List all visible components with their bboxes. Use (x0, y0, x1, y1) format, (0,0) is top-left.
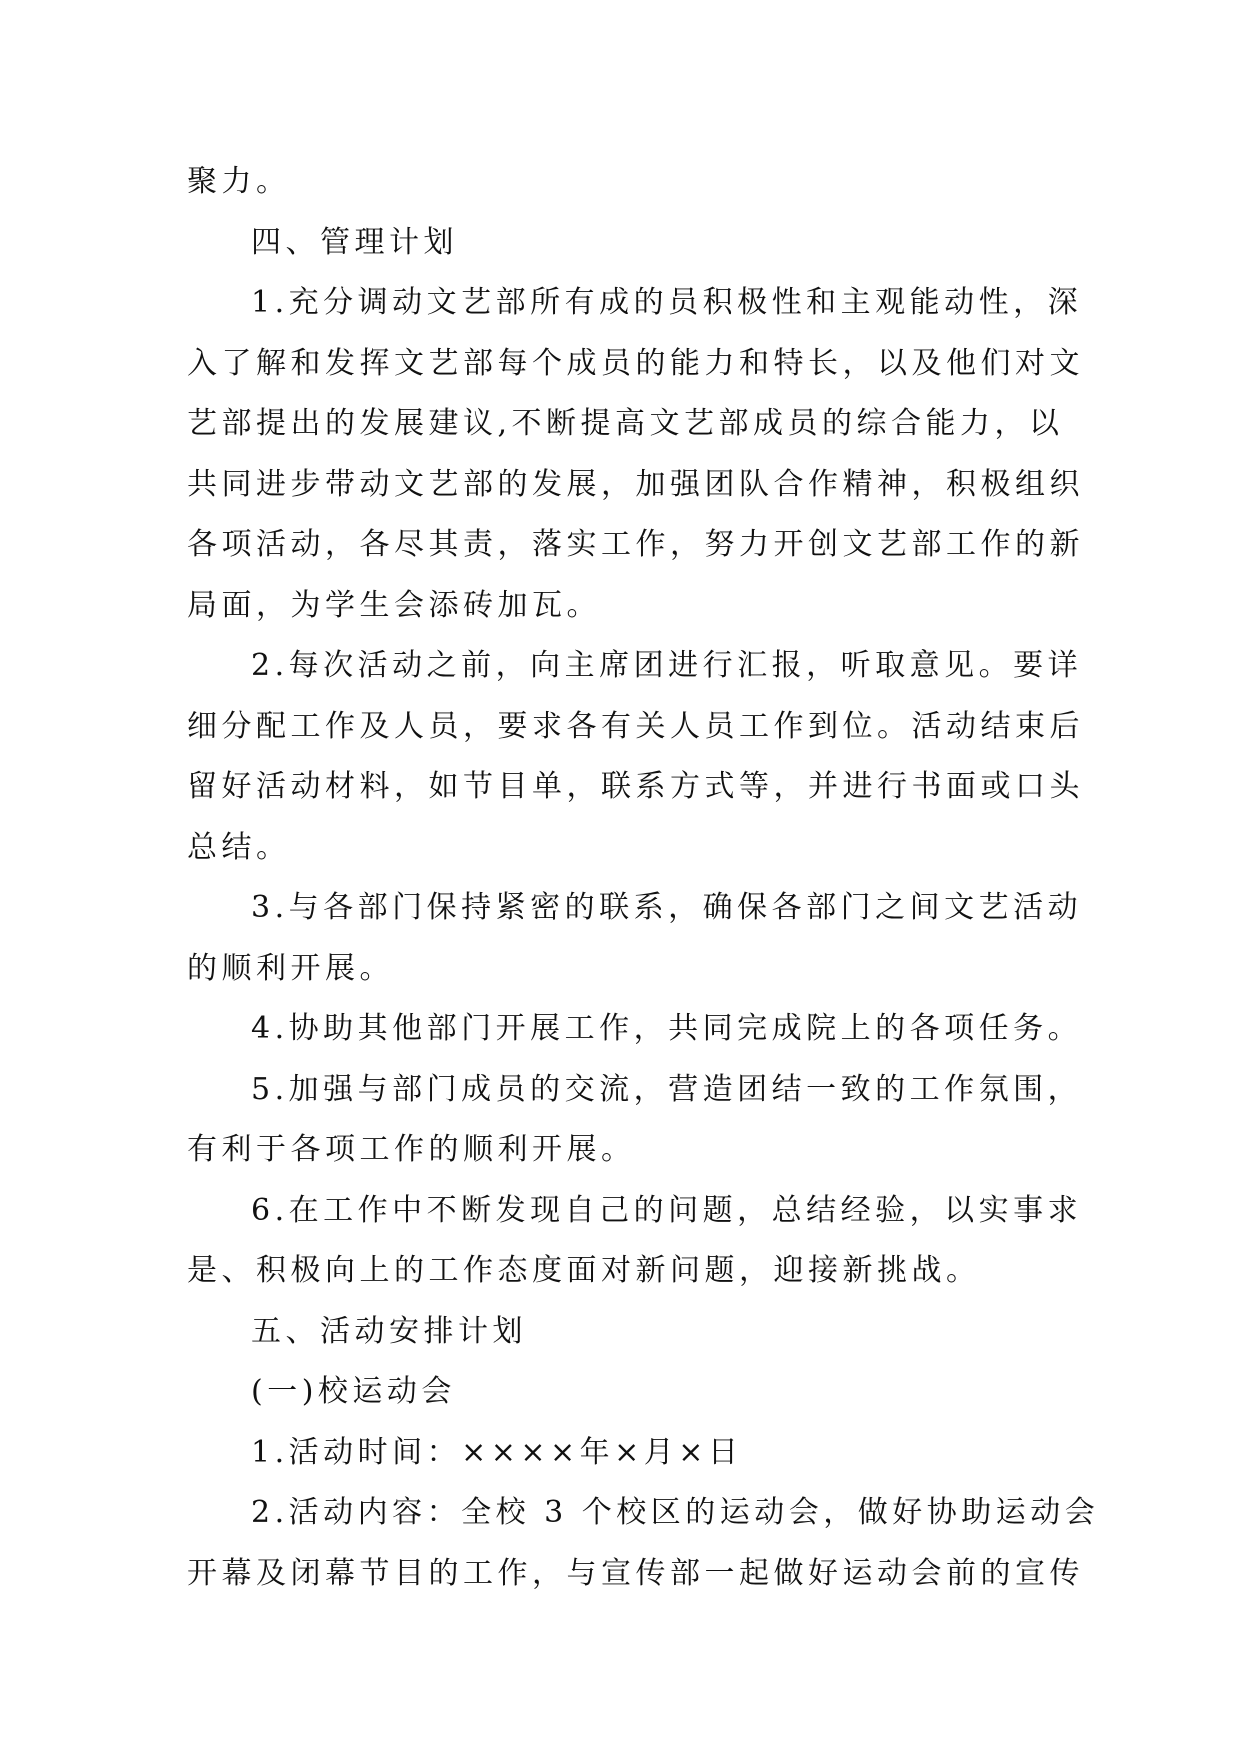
text-line: 入了解和发挥文艺部每个成员的能力和特长，以及他们对文 (187, 345, 1084, 381)
text-line: 1.充分调动文艺部所有成的员积极性和主观能动性，深 (251, 285, 1083, 320)
document-body (187, 152, 1100, 1604)
text-line: 2.活动内容：全校 3 个校区的运动会，做好协助运动会 (251, 1495, 1100, 1530)
text-line: 2.每次活动之前，向主席团进行汇报，听取意见。要详 (251, 648, 1083, 683)
text-line: 的顺利开展。 (187, 950, 394, 986)
section-heading-management-plan: 四、管理计划 (251, 224, 458, 260)
text-line: 4.协助其他部门开展工作，共同完成院上的各项任务。 (251, 1011, 1083, 1046)
text-line: 总结。 (187, 829, 291, 865)
text-line: 留好活动材料，如节目单，联系方式等，并进行书面或口头 (187, 769, 1084, 804)
text-line: 细分配工作及人员，要求各有关人员工作到位。活动结束后 (187, 708, 1084, 744)
text-line: 1.活动时间：××××年×月×日 (251, 1434, 743, 1470)
text-line: 艺部提出的发展建议,不断提高文艺部成员的综合能力，以 (187, 406, 1064, 441)
text-line: 聚力。 (187, 164, 291, 199)
section-heading-activity-plan: 五、活动安排计划 (251, 1313, 527, 1349)
text-line: 共同进步带动文艺部的发展，加强团队合作精神，积极组织 (187, 466, 1084, 502)
text-line: 3.与各部门保持紧密的联系，确保各部门之间文艺活动 (251, 890, 1083, 925)
subsection-heading-sports-meet: (一)校运动会 (251, 1374, 456, 1409)
text-line: 是、积极向上的工作态度面对新问题，迎接新挑战。 (187, 1253, 981, 1288)
text-line: 各项活动，各尽其责，落实工作，努力开创文艺部工作的新 (187, 527, 1084, 562)
text-line: 6.在工作中不断发现自己的问题，总结经验，以实事求 (251, 1192, 1083, 1228)
text-line: 局面，为学生会添砖加瓦。 (187, 587, 601, 623)
text-line: 5.加强与部门成员的交流，营造团结一致的工作氛围， (251, 1071, 1083, 1107)
text-line: 开幕及闭幕节目的工作，与宣传部一起做好运动会前的宣传 (187, 1555, 1084, 1591)
text-line: 有利于各项工作的顺利开展。 (187, 1132, 636, 1167)
